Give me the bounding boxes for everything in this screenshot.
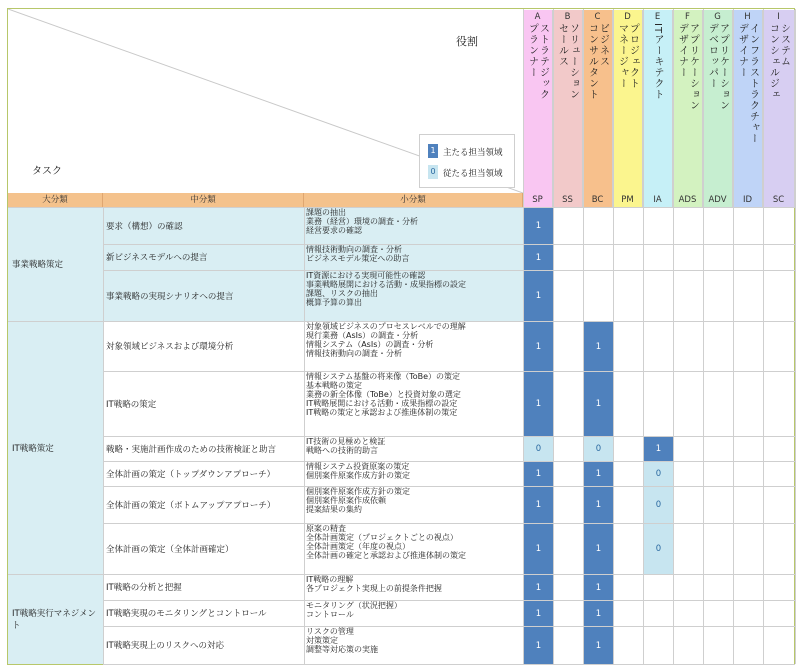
minor-category-list: IT資源における実現可能性の確認 事業戦略展開における活動・成果指標の設定 課題、リスクの抽出 概算予算の算出 [306, 271, 466, 307]
role-abbr: ID [733, 193, 763, 207]
middle-category-cell [103, 321, 304, 371]
middle-category-label: 戦略・実施計画作成のための技術検証と助言 [106, 444, 277, 455]
minor-category-list: 対象領域ビジネスのプロセスレベルでの理解 現行業務（AsIs）の調査・分析 情報システム（AsIs）の調査・分析 情報技術動向の調査・分析 [306, 322, 466, 358]
grid-line [304, 207, 305, 664]
middle-category-cell [103, 626, 304, 664]
role-abbr: IA [643, 193, 673, 207]
role-header [523, 10, 553, 193]
role-abbr: BC [583, 193, 613, 207]
minor-category-cell [304, 244, 523, 270]
column-header-minor: 小分類 [304, 193, 523, 207]
grid-line [103, 207, 104, 664]
minor-category-list: 情報システム投資原案の策定 個別案件原案作成方針の策定 [306, 462, 410, 480]
minor-category-list: 課題の抽出 業務（経営）環境の調査・分析 経営要求の確認 [306, 208, 418, 235]
grid-line [103, 270, 795, 271]
middle-category-label: IT戦略実現上のリスクへの対応 [106, 641, 225, 651]
role-header [733, 10, 763, 193]
role-header [673, 10, 703, 193]
role-abbr: SP [523, 193, 553, 207]
minor-category-list: 個別案件原案作成方針の策定 個別案件原案作成依頼 提案結果の集約 [306, 487, 410, 514]
grid-line [103, 600, 795, 601]
middle-category-cell [103, 461, 304, 486]
responsibility-mark: 1 [584, 601, 613, 626]
minor-category-list: 情報技術動向の調査・分析 ビジネスモデル策定への助言 [306, 245, 410, 263]
responsibility-mark: 1 [644, 437, 673, 461]
minor-category-cell [304, 371, 523, 436]
group-cell [8, 207, 103, 321]
middle-category-cell [103, 523, 304, 574]
legend-box [419, 134, 515, 188]
responsibility-mark: 1 [584, 372, 613, 436]
middle-category-cell [103, 244, 304, 270]
middle-category-label: 全体計画の策定（トップダウンアプローチ） [106, 469, 276, 480]
minor-category-list: リスクの管理 対策策定 調整等対応策の実施 [306, 627, 378, 654]
responsibility-mark: 1 [524, 372, 553, 436]
middle-category-cell [103, 371, 304, 436]
role-letter: D [624, 12, 631, 22]
minor-category-cell [304, 321, 523, 371]
minor-category-cell [304, 486, 523, 523]
legend-primary-swatch: 1 [428, 144, 438, 158]
responsibility-mark: 1 [584, 524, 613, 574]
grid-line [8, 207, 103, 208]
column-header-middle: 中分類 [103, 193, 304, 207]
role-abbr: ADV [703, 193, 733, 207]
grid-line [103, 461, 795, 462]
minor-category-cell [304, 600, 523, 626]
group-label: IT戦略策定 [12, 443, 54, 454]
grid-line [613, 9, 614, 664]
role-letter: B [564, 12, 571, 22]
middle-category-cell [103, 600, 304, 626]
grid-line [103, 523, 795, 524]
grid-line [643, 9, 644, 664]
middle-category-cell [103, 207, 304, 244]
minor-category-cell [304, 207, 523, 244]
middle-category-label: IT戦略実現のモニタリングとコントロール [106, 609, 267, 619]
responsibility-mark: 1 [524, 627, 553, 664]
middle-category-label: 全体計画の策定（ボトムアップアプローチ） [106, 500, 276, 511]
minor-category-cell [304, 436, 523, 461]
responsibility-mark: 1 [524, 322, 553, 371]
legend-primary-label: 主たる担当領域 [443, 148, 503, 158]
role-name: ソリューション セールス [556, 23, 579, 100]
role-header [703, 10, 733, 193]
grid-line [103, 244, 795, 245]
role-header [763, 10, 795, 193]
minor-category-cell [304, 574, 523, 600]
role-abbr: ADS [673, 193, 703, 207]
role-name: ITアーキテクト [652, 23, 663, 101]
grid-line [8, 574, 103, 575]
minor-category-list: IT技術の見極めと検証 戦略への技術的助言 [306, 437, 386, 455]
minor-category-list: IT戦略の理解 各プロジェクト実現上の前提条件把握 [306, 575, 442, 593]
role-name: システム コンシェルジェ [767, 23, 790, 100]
minor-category-list: モニタリング（状況把握） コントロール [306, 601, 402, 619]
role-header [643, 10, 673, 193]
grid-line [523, 9, 524, 664]
grid-line [103, 626, 795, 627]
grid-line [763, 9, 764, 664]
role-letter: C [594, 12, 601, 22]
middle-category-cell [103, 574, 304, 600]
minor-category-cell [304, 270, 523, 321]
column-header-major: 大分類 [8, 193, 103, 207]
role-abbr: PM [613, 193, 643, 207]
grid-line [703, 9, 704, 664]
role-letter: H [744, 12, 751, 22]
responsibility-mark: 0 [644, 462, 673, 486]
role-name: アプリケーション デベロッパー [706, 23, 729, 111]
role-name: アプリケーション デザイナー [676, 23, 699, 111]
group-label: IT戦略実行マネジメント [12, 609, 96, 631]
legend-secondary-label: 従たる担当領域 [443, 169, 503, 179]
middle-category-label: 事業戦略の実現シナリオへの提言 [106, 291, 234, 302]
middle-category-cell [103, 270, 304, 321]
grid-line [103, 574, 795, 575]
minor-category-list: 原案の精査 全体計画策定（プロジェクトごとの視点） 全体計画策定（年度の視点） 全体計画の確定と承認および推進体制の策定 [306, 524, 466, 560]
responsibility-mark: 0 [644, 524, 673, 574]
role-header [553, 10, 583, 193]
responsibility-mark: 1 [524, 487, 553, 523]
middle-category-cell [103, 436, 304, 461]
group-cell [8, 321, 103, 574]
grid-line [8, 321, 103, 322]
role-abbr: SS [553, 193, 583, 207]
grid-line [553, 9, 554, 664]
middle-category-label: IT戦略の策定 [106, 399, 157, 410]
legend-secondary-swatch: 0 [428, 165, 438, 179]
responsibility-mark: 1 [524, 208, 553, 244]
role-name: ストラテジック プランナー [526, 23, 549, 100]
responsibility-mark: 0 [644, 487, 673, 523]
middle-category-label: 対象領域ビジネスおよび環境分析 [106, 342, 234, 352]
middle-category-label: 新ビジネスモデルへの提言 [106, 253, 208, 263]
responsibility-mark: 1 [584, 487, 613, 523]
grid-line [103, 436, 795, 437]
grid-line [103, 321, 795, 322]
role-abbr: SC [763, 193, 795, 207]
responsibility-mark: 1 [524, 271, 553, 321]
responsibility-mark: 0 [524, 437, 553, 461]
role-letter: A [534, 12, 541, 22]
grid-line [583, 9, 584, 664]
grid-line [103, 664, 795, 665]
middle-category-label: IT戦略の分析と把握 [106, 583, 182, 593]
grid-line [103, 371, 795, 372]
minor-category-cell [304, 626, 523, 664]
responsibility-mark: 1 [524, 575, 553, 600]
role-header [613, 10, 643, 193]
responsibility-mark: 1 [524, 462, 553, 486]
middle-category-label: 要求（構想）の確認 [106, 221, 183, 232]
responsibility-mark: 1 [584, 462, 613, 486]
responsibility-mark: 0 [584, 437, 613, 461]
role-letter: E [654, 12, 661, 22]
minor-category-cell [304, 461, 523, 486]
role-name: ビジネス コンサルタント [586, 23, 609, 100]
middle-category-label: 全体計画の策定（全体計画確定） [106, 544, 234, 555]
minor-category-cell [304, 523, 523, 574]
group-cell [8, 574, 103, 664]
role-name: インフラストラクチャー デザイナー [736, 23, 759, 144]
responsibility-mark: 1 [524, 245, 553, 270]
role-name: プロジェクト マネージャー [616, 23, 639, 89]
role-letter: F [685, 12, 690, 22]
responsibility-mark: 1 [524, 601, 553, 626]
grid-line [103, 486, 795, 487]
responsibility-mark: 1 [524, 524, 553, 574]
responsibility-mark: 1 [584, 322, 613, 371]
middle-category-cell [103, 486, 304, 523]
grid-line [673, 9, 674, 664]
grid-line [103, 207, 795, 208]
task-heading: タスク [32, 166, 62, 177]
responsibility-mark: 1 [584, 575, 613, 600]
role-letter: I [777, 12, 780, 22]
role-letter: G [714, 12, 721, 22]
minor-category-list: 情報システム基盤の将来像（ToBe）の策定 基本戦略の策定 業務の新全体像（ToBe）と投資対象の選定 IT戦略展開における活動・成果指標の設定 IT戦略の策定と承認および推進体制の策定 [306, 372, 461, 417]
role-heading: 役割 [456, 35, 478, 48]
role-header [583, 10, 613, 193]
responsibility-mark: 1 [584, 627, 613, 664]
group-label: 事業戦略策定 [12, 260, 64, 270]
grid-line [733, 9, 734, 664]
